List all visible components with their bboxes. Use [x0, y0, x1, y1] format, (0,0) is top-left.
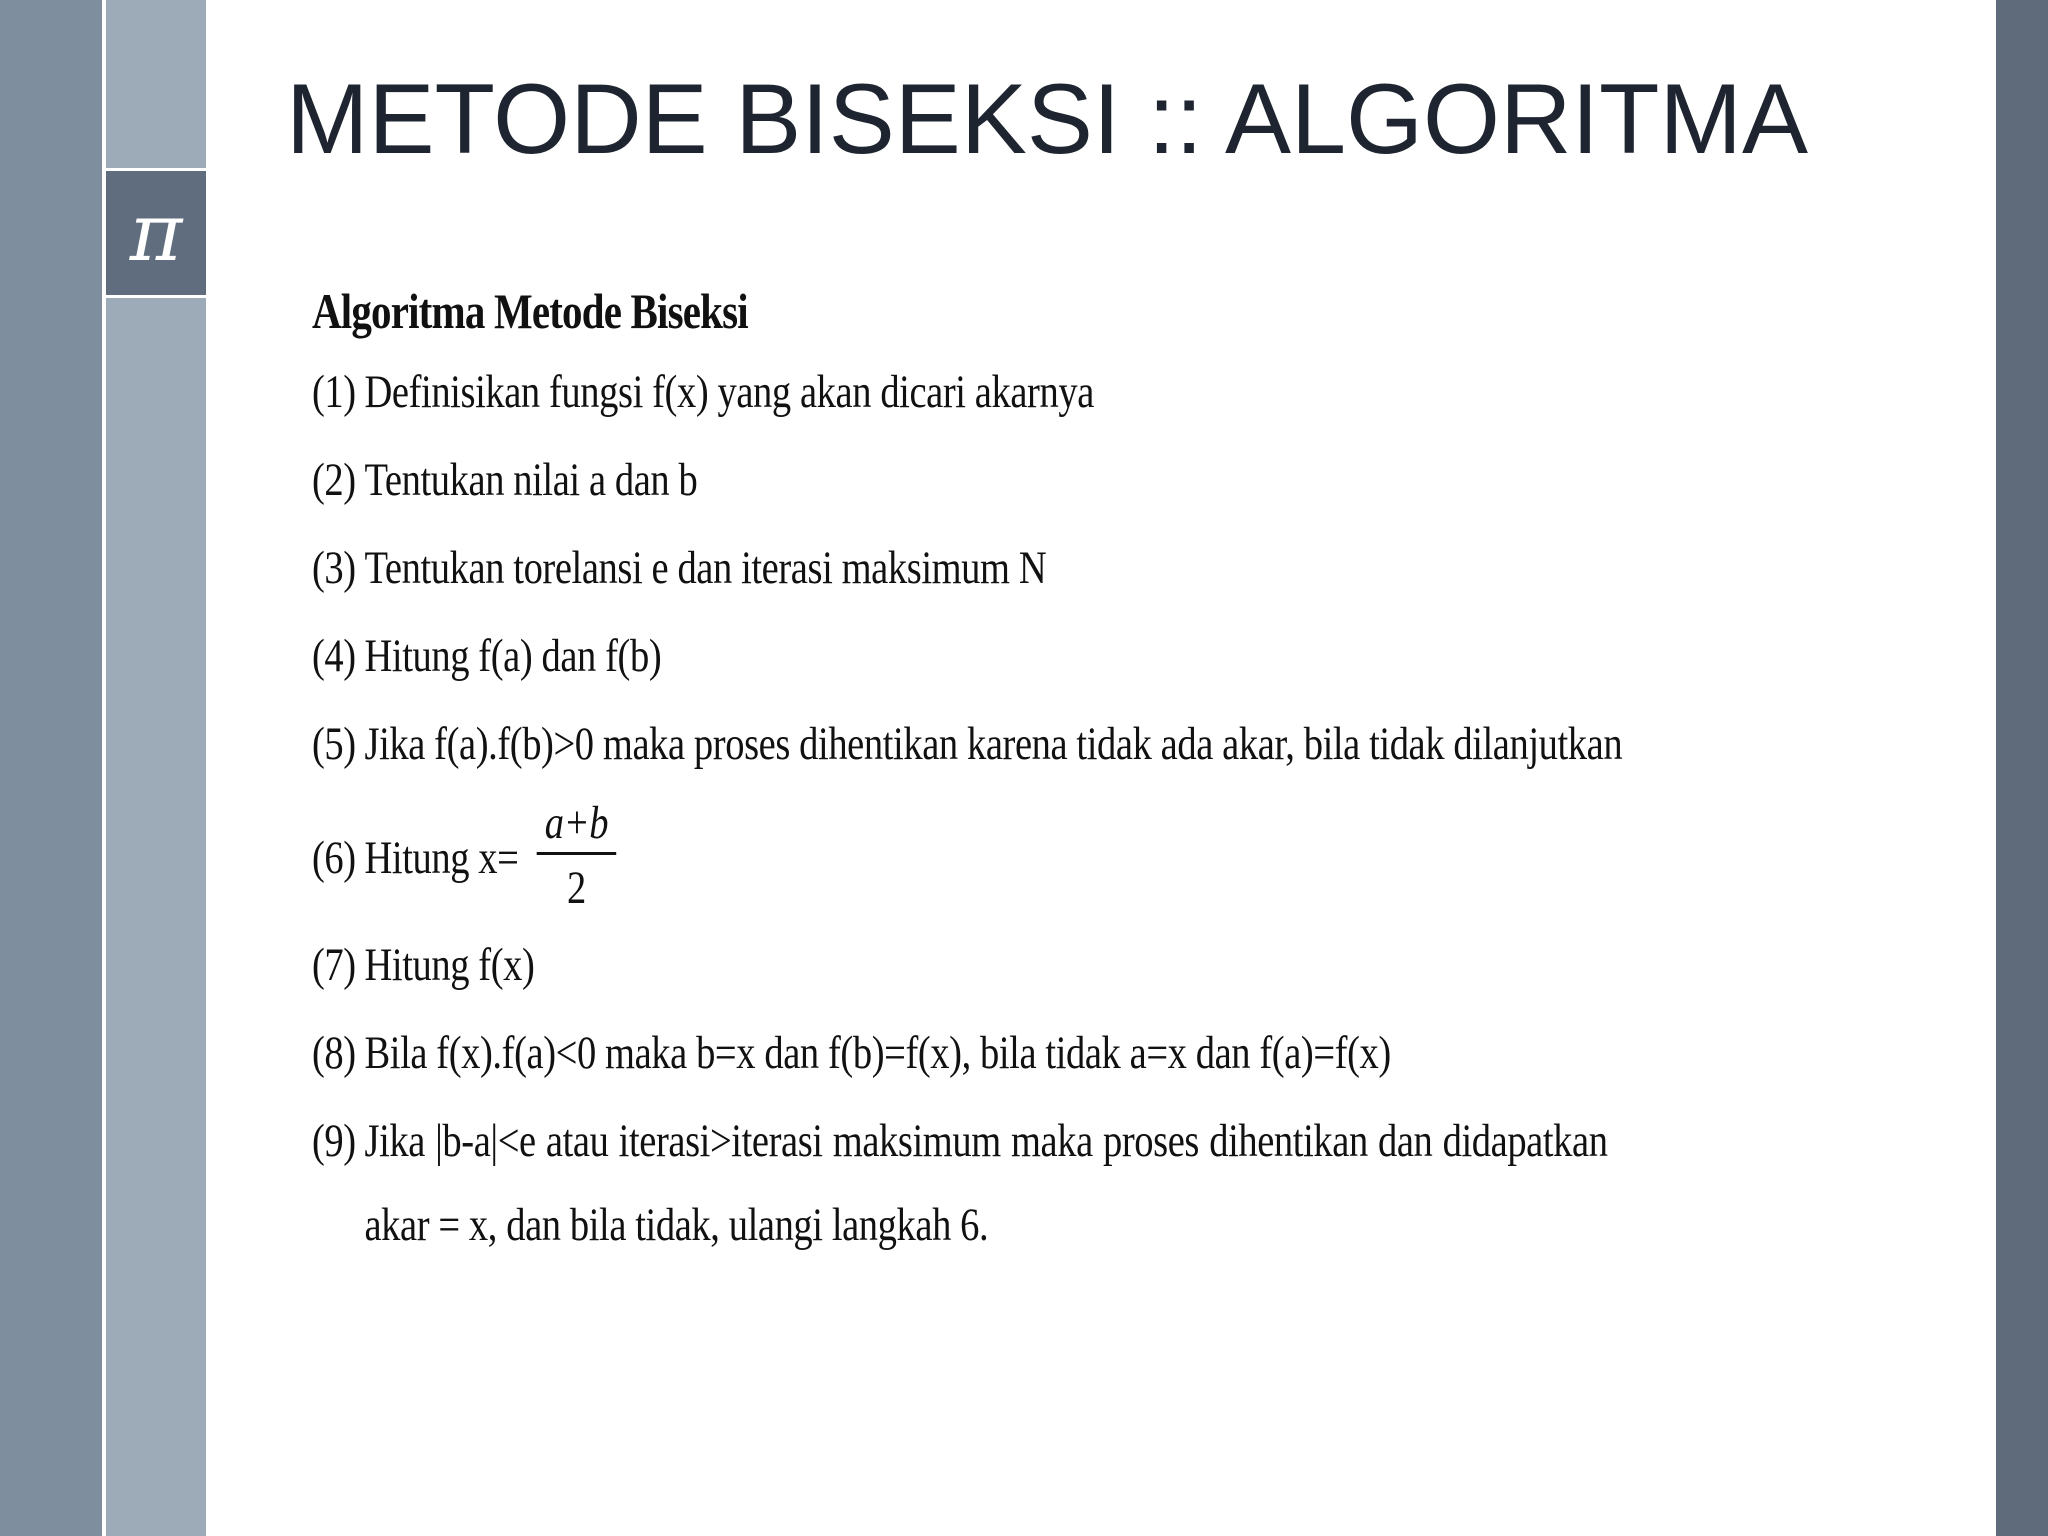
- algorithm-content: [312, 282, 1623, 1295]
- step-number: (2): [312, 454, 356, 506]
- slide-title: METODE BISEKSI :: ALGORITMA: [286, 63, 1809, 174]
- algorithm-heading: Algoritma Metode Biseksi: [312, 283, 748, 339]
- step-number: (7): [312, 939, 356, 991]
- step-text: Hitung f(x): [364, 939, 535, 991]
- step-4: [312, 626, 1608, 686]
- formula-denominator: 2: [566, 862, 586, 914]
- step-5: [312, 714, 1623, 774]
- left-sidebar-stripe-outer: [0, 0, 102, 1536]
- step-text: Bila f(x).f(a)<0 maka b=x dan f(b)=f(x), bila tidak a=x dan f(a)=f(x): [364, 1027, 1391, 1079]
- step-number: (9): [312, 1115, 356, 1167]
- step-text: Jika f(a).f(b)>0 maka proses dihentikan karena tidak ada akar, bila tidak dilanjutkan: [364, 718, 1623, 770]
- step-7: [312, 935, 1608, 995]
- step-number: (1): [312, 366, 356, 418]
- right-sidebar-bar: [1996, 0, 2048, 1536]
- step-9: [312, 1111, 1608, 1267]
- step-number: (6): [312, 831, 356, 884]
- step-text: Tentukan nilai a dan b: [364, 454, 698, 506]
- step-2: [312, 450, 1608, 510]
- step-number: (8): [312, 1027, 356, 1079]
- step-number: (5): [312, 718, 356, 770]
- step-6: [312, 794, 1608, 921]
- step-text: Tentukan torelansi e dan iterasi maksimum N: [364, 542, 1047, 594]
- midpoint-formula: [537, 794, 617, 921]
- step-3: [312, 538, 1608, 598]
- step-number: (4): [312, 630, 356, 682]
- step-text: Hitung x=: [364, 831, 519, 884]
- step-text: Jika |b-a|<e atau iterasi>iterasi maksimum maka proses dihentikan dan didapatkan akar = x, dan bila tidak, ulangi langkah 6.: [364, 1115, 1608, 1251]
- step-1: [312, 362, 1608, 422]
- step-text: Definisikan fungsi f(x) yang akan dicari akarnya: [364, 366, 1094, 418]
- pi-symbol-text: π: [129, 186, 183, 279]
- step-text: Hitung f(a) dan f(b): [364, 630, 662, 682]
- formula-numerator: a+b: [544, 797, 609, 849]
- pi-symbol-icon: [106, 168, 206, 298]
- step-8: [312, 1023, 1608, 1083]
- step-number: (3): [312, 542, 356, 594]
